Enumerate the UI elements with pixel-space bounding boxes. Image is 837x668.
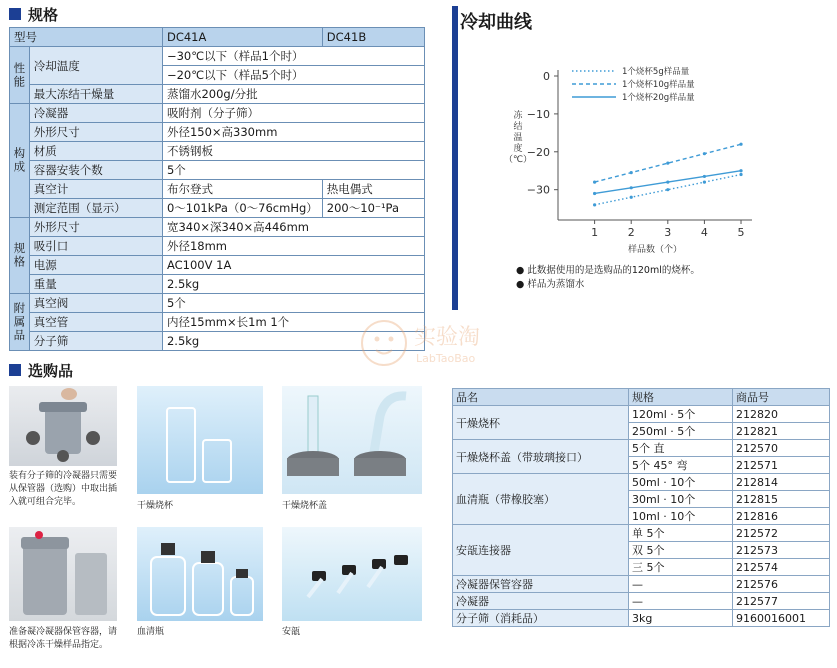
row-value: AC100V 1A (162, 256, 424, 275)
item-code: 212576 (733, 576, 830, 593)
data-point (630, 171, 633, 174)
caption-drying-beaker: 干燥烧杯 (137, 501, 174, 511)
row-value: 外径150×高330mm (162, 123, 424, 142)
y-tick-label: −10 (526, 107, 550, 121)
caption-ampoule: 安瓿 (282, 627, 301, 637)
y-axis-label: （℃） (503, 155, 533, 165)
item-name: 分子筛（消耗品） (453, 610, 629, 627)
data-point (703, 175, 706, 178)
caption-serum-bottle: 血清瓶 (137, 627, 165, 637)
header-spec: 规格 (629, 389, 733, 406)
table-row (453, 525, 830, 542)
item-name: 冷凝器 (453, 593, 629, 610)
y-axis-label: 冻 (513, 111, 523, 121)
data-point (593, 192, 596, 195)
x-axis-label: 样品数（个） (627, 245, 683, 255)
row-value: 2.5kg (162, 332, 424, 351)
row-value: 外径18mm (162, 237, 424, 256)
data-point (666, 188, 669, 191)
x-tick-label: 4 (700, 226, 708, 239)
row-value: 0～101kPa（0～76cmHg） (162, 199, 322, 218)
table-row (10, 199, 425, 218)
row-value-b: 热电偶式 (322, 180, 424, 199)
data-point (666, 162, 669, 165)
y-tick-label: −30 (526, 183, 550, 197)
table-row (10, 275, 425, 294)
table-row (453, 576, 830, 593)
table-row (453, 474, 830, 491)
item-spec: 120ml · 5个 (629, 406, 733, 423)
photo-ampoule (282, 527, 422, 621)
table-row (10, 104, 425, 123)
x-tick-label: 1 (591, 226, 599, 239)
row-label: 测定范围（显示） (29, 199, 162, 218)
item-code: 212821 (733, 423, 830, 440)
item-code: 212570 (733, 440, 830, 457)
photo-beaker-lid (282, 386, 422, 494)
chart-note: ● 此数据使用的是选购品的120ml的烧杯。 (516, 265, 700, 276)
y-axis-label: 结 (513, 122, 523, 132)
item-spec: 5个 直 (629, 440, 733, 457)
row-value: 内径15mm×长1m 1个 (162, 313, 424, 332)
data-point (666, 181, 669, 184)
header-code: 商品号 (733, 389, 830, 406)
data-point (630, 196, 633, 199)
spec-header-row (10, 28, 425, 47)
row-label: 重量 (29, 275, 162, 294)
header-name: 品名 (453, 389, 629, 406)
table-row (10, 123, 425, 142)
row-label: 真空计 (29, 180, 162, 199)
caption-condenser-storage: 准备凝冷凝器保管容器，请根据冷冻干燥样品指定。 (9, 627, 118, 650)
row-value: 5个 (162, 294, 424, 313)
options-section-title: 选购品 (28, 362, 74, 380)
row-value: 蒸馏水200g/分批 (162, 85, 424, 104)
row-value: 5个 (162, 161, 424, 180)
item-code: 212573 (733, 542, 830, 559)
row-label: 最大冻结干燥量 (29, 85, 162, 104)
item-code: 212816 (733, 508, 830, 525)
item-code: 212820 (733, 406, 830, 423)
data-point (593, 181, 596, 184)
item-name: 冷凝器保管容器 (453, 576, 629, 593)
item-spec: 30ml · 10个 (629, 491, 733, 508)
table-row (10, 237, 425, 256)
item-code: 212815 (733, 491, 830, 508)
item-spec: 单 5个 (629, 525, 733, 542)
row-value: 不锈钢板 (162, 142, 424, 161)
row-label: 冷凝器 (29, 104, 162, 123)
data-point (739, 169, 742, 172)
table-row (453, 406, 830, 423)
item-spec: 5个 45° 弯 (629, 457, 733, 474)
chart-note: ● 样品为蒸馏水 (516, 279, 585, 290)
chart-note-text: 此数据使用的是选购品的120ml的烧杯。 (527, 265, 700, 276)
cooling-curve-chart (452, 46, 830, 286)
group-perf: 性能 (10, 47, 30, 104)
group-spec: 规格 (10, 218, 30, 294)
row-label: 真空管 (29, 313, 162, 332)
watermark-logo (356, 308, 516, 378)
row-label: 真空阀 (29, 294, 162, 313)
data-point (630, 186, 633, 189)
group-acc: 附属品 (10, 294, 30, 351)
photo-drying-beaker (137, 386, 263, 494)
row-label: 材质 (29, 142, 162, 161)
caption-condenser-assembly: 装有分子筛的冷凝器只需要从保管器（选购）中取出插入就可组合完毕。 (9, 471, 118, 507)
legend-label: 1个烧杯20g样品量 (622, 93, 695, 103)
chart-title: 冷却曲线 (460, 12, 532, 33)
watermark-en: LabTaoBao (416, 352, 476, 365)
row-label: 吸引口 (29, 237, 162, 256)
item-name: 血清瓶（带橡胶塞） (453, 474, 629, 525)
item-name: 干燥烧杯 (453, 406, 629, 440)
row-label: 分子筛 (29, 332, 162, 351)
y-tick-label: 0 (543, 70, 550, 83)
spec-table (9, 27, 425, 351)
spec-header-dc41b: DC41B (322, 28, 424, 47)
section-marker (9, 8, 21, 20)
row-value: −20℃以下（样品5个时） (162, 66, 424, 85)
row-label: 外形尺寸 (29, 218, 162, 237)
item-code: 212577 (733, 593, 830, 610)
row-label: 冷却温度 (29, 47, 162, 85)
spec-header-dc41a: DC41A (162, 28, 322, 47)
y-axis-label: 度 (513, 144, 523, 154)
data-point (739, 173, 742, 176)
item-spec: 三 5个 (629, 559, 733, 576)
row-value: 布尔登式 (162, 180, 322, 199)
row-label: 电源 (29, 256, 162, 275)
row-label: 外形尺寸 (29, 123, 162, 142)
row-value: 宽340×深340×高446mm (162, 218, 424, 237)
x-tick-label: 2 (627, 226, 635, 239)
table-row (453, 610, 830, 627)
spec-section-title: 规格 (28, 6, 59, 24)
legend-label: 1个烧杯5g样品量 (622, 67, 690, 77)
options-header-row (453, 389, 830, 406)
item-spec: 双 5个 (629, 542, 733, 559)
data-point (593, 203, 596, 206)
y-tick-label: −20 (526, 145, 550, 159)
table-row (10, 161, 425, 180)
group-struct: 构成 (10, 104, 30, 218)
table-row (10, 218, 425, 237)
table-row (10, 47, 425, 66)
watermark-cn: 实验淘 (414, 325, 481, 350)
item-name: 干燥烧杯盖（带玻璃接口） (453, 440, 629, 474)
photo-condenser-assembly (9, 386, 117, 466)
item-code: 212571 (733, 457, 830, 474)
item-code: 9160016001 (733, 610, 830, 627)
y-axis-label: 温 (513, 133, 523, 143)
table-row (10, 180, 425, 199)
spec-header-model: 型号 (10, 28, 163, 47)
row-value: 吸附剂（分子筛） (162, 104, 424, 123)
chart-note-text: 样品为蒸馏水 (527, 279, 585, 290)
table-row (10, 256, 425, 275)
table-row (10, 85, 425, 104)
row-value: −30℃以下（样品1个时） (162, 47, 424, 66)
legend-label: 1个烧杯10g样品量 (622, 80, 695, 90)
row-value: 2.5kg (162, 275, 424, 294)
table-row (453, 440, 830, 457)
x-tick-label: 3 (664, 226, 672, 239)
table-row (453, 593, 830, 610)
photo-serum-bottle (137, 527, 263, 621)
item-name: 安瓿连接器 (453, 525, 629, 576)
item-spec: 10ml · 10个 (629, 508, 733, 525)
row-label: 容器安装个数 (29, 161, 162, 180)
data-point (739, 143, 742, 146)
photo-condenser-storage (9, 527, 117, 621)
data-point (703, 181, 706, 184)
item-spec: — (629, 593, 733, 610)
item-spec: — (629, 576, 733, 593)
caption-beaker-lid: 干燥烧杯盖 (282, 501, 328, 511)
item-spec: 3kg (629, 610, 733, 627)
data-point (703, 152, 706, 155)
item-code: 212572 (733, 525, 830, 542)
section-marker (9, 364, 21, 376)
x-tick-label: 5 (737, 226, 745, 239)
options-table (452, 388, 830, 627)
table-row (10, 142, 425, 161)
item-code: 212814 (733, 474, 830, 491)
item-spec: 50ml · 10个 (629, 474, 733, 491)
item-spec: 250ml · 5个 (629, 423, 733, 440)
item-code: 212574 (733, 559, 830, 576)
row-value-b: 200～10⁻¹Pa (322, 199, 424, 218)
